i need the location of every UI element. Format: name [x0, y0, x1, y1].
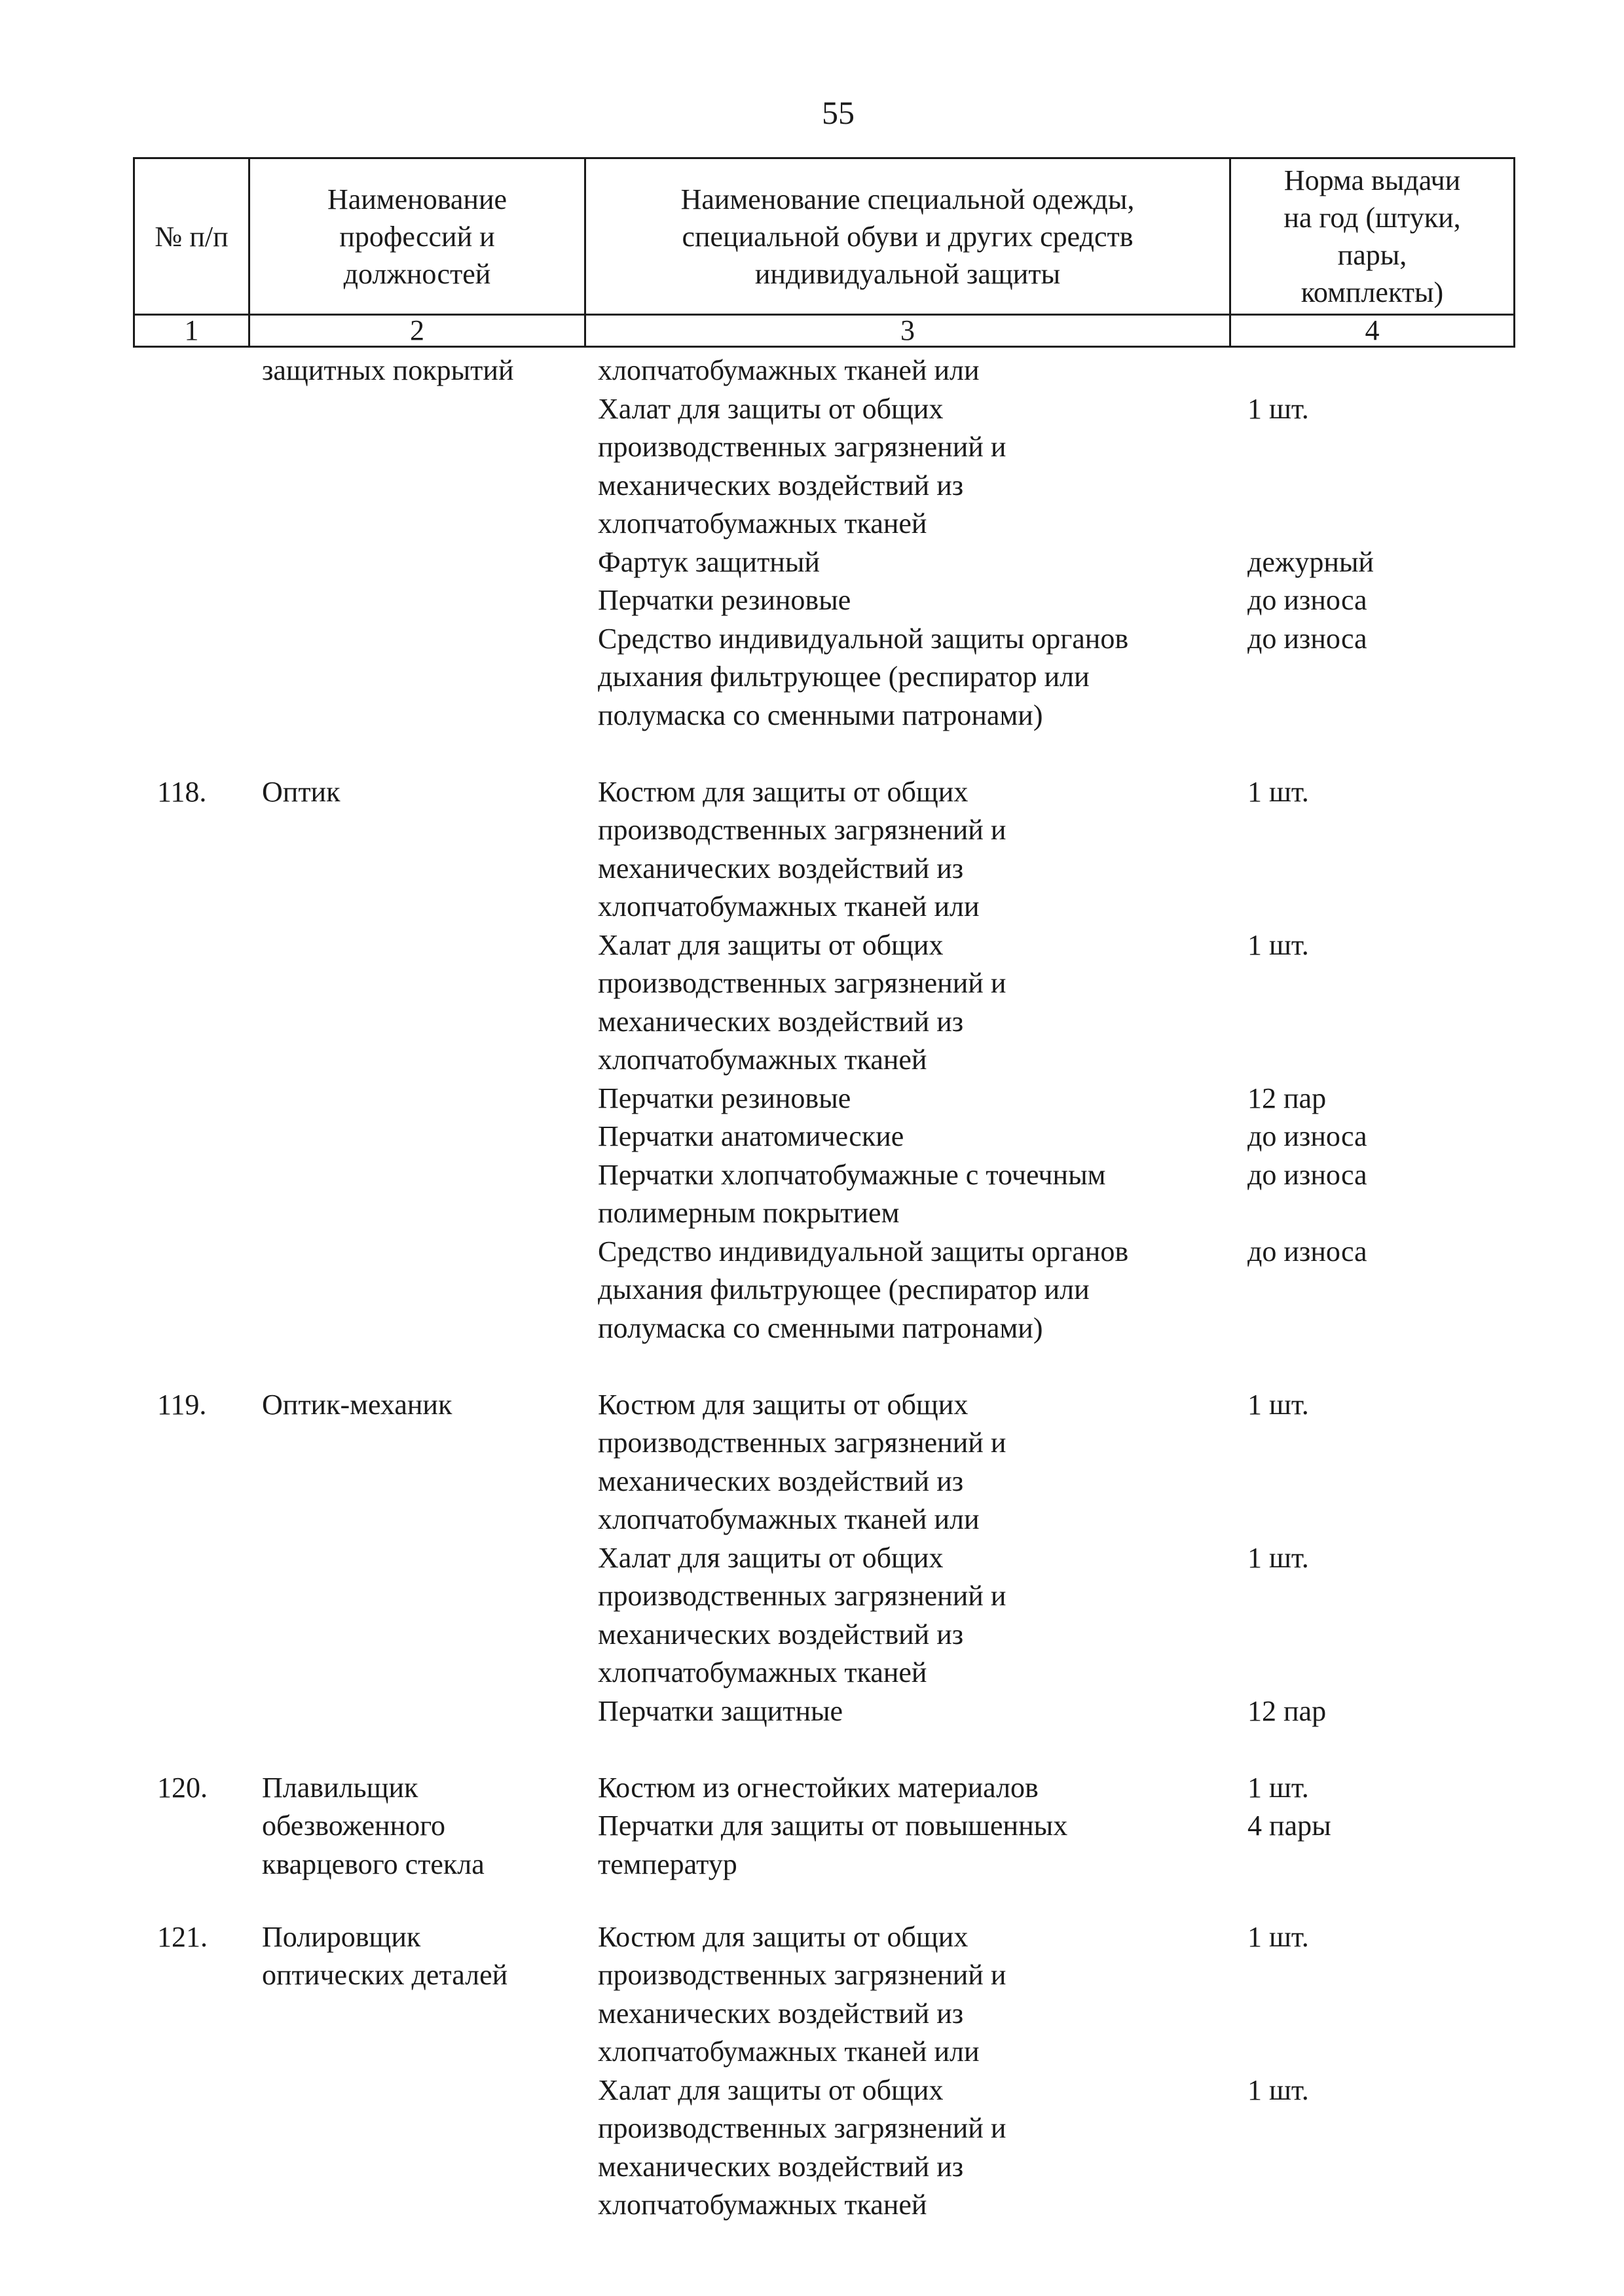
issue-norm: дежурный — [1247, 545, 1374, 578]
equipment-item: хлопчатобумажных тканей — [598, 1656, 927, 1688]
row-number: 121. — [157, 1920, 208, 1953]
equipment-item: Халат для защиты от общих — [598, 2073, 944, 2106]
header-col-equipment — [585, 158, 1230, 315]
equipment-item: Костюм для защиты от общих — [598, 1920, 969, 1953]
table-row — [0, 1918, 1624, 2225]
equipment-item: механических воздействий из — [598, 1005, 964, 1038]
equipment-item: Перчатки для защиты от повышенных — [598, 1810, 1068, 1842]
equipment-item: производственных загрязнений и — [598, 1580, 1006, 1612]
header-col-profession-line: профессий и — [339, 220, 495, 253]
issue-norm: до износа — [1247, 1158, 1367, 1191]
header-col-equipment-line: индивидуальной защиты — [754, 257, 1061, 290]
profession-name: обезвоженного — [262, 1810, 446, 1842]
header-col-norm-line: Норма выдачи — [1283, 164, 1461, 196]
issue-norm: до износа — [1247, 622, 1367, 655]
header-col-profession-line: Наименование — [327, 183, 507, 215]
equipment-item: Перчатки резиновые — [598, 1082, 851, 1114]
equipment-item: Перчатки анатомические — [598, 1120, 904, 1152]
table-header — [133, 157, 1515, 348]
header-col-number — [134, 158, 249, 315]
equipment-item: хлопчатобумажных тканей или — [598, 1503, 980, 1535]
equipment-item: производственных загрязнений и — [598, 2112, 1006, 2145]
issue-norm: 1 шт. — [1247, 775, 1309, 808]
header-col-equipment-line: специальной обуви и других средств — [682, 220, 1134, 253]
equipment-item: механических воздействий из — [598, 1618, 964, 1650]
column-number: 3 — [585, 315, 1230, 347]
equipment-item: полумаска со сменными патронами) — [598, 1311, 1043, 1344]
equipment-item: Перчатки защитные — [598, 1694, 843, 1727]
issue-norm: 1 шт. — [1247, 392, 1309, 425]
table-row — [0, 1386, 1624, 1731]
table-row — [0, 773, 1624, 1348]
equipment-item: производственных загрязнений и — [598, 814, 1006, 846]
equipment-item: хлопчатобумажных тканей — [598, 2189, 927, 2221]
column-number: 2 — [249, 315, 585, 347]
issue-norm: 12 пар — [1247, 1694, 1327, 1727]
equipment-item: Перчатки резиновые — [598, 584, 851, 616]
equipment-item: хлопчатобумажных тканей или — [598, 354, 980, 386]
column-number-row — [134, 315, 1515, 347]
issue-norm: 1 шт. — [1247, 1771, 1309, 1804]
equipment-item: хлопчатобумажных тканей — [598, 507, 927, 539]
equipment-item: производственных загрязнений и — [598, 1959, 1006, 1992]
equipment-item: производственных загрязнений и — [598, 967, 1006, 999]
issue-norm: 1 шт. — [1247, 2073, 1309, 2106]
header-row — [134, 158, 1515, 315]
equipment-item: производственных загрязнений и — [598, 1427, 1006, 1459]
header-col-norm-line: пары, — [1337, 239, 1407, 271]
header-col-norm — [1230, 158, 1515, 315]
equipment-item: механических воздействий из — [598, 1997, 964, 2030]
profession-name: Оптик-механик — [262, 1388, 452, 1421]
issue-norm: до износа — [1247, 1235, 1367, 1267]
equipment-item: механических воздействий из — [598, 469, 964, 501]
row-number: 119. — [157, 1388, 207, 1421]
issue-norm: 1 шт. — [1247, 1388, 1309, 1421]
header-col-number-label: № п/п — [155, 220, 229, 253]
issue-norm: 1 шт. — [1247, 1541, 1309, 1574]
equipment-item: Халат для защиты от общих — [598, 928, 944, 961]
table-row — [0, 1769, 1624, 1884]
issue-norm: 1 шт. — [1247, 928, 1309, 961]
equipment-item: полимерным покрытием — [598, 1197, 900, 1229]
equipment-item: хлопчатобумажных тканей или — [598, 2035, 980, 2068]
equipment-item: Халат для защиты от общих — [598, 1541, 944, 1574]
issue-norm: до износа — [1247, 1120, 1367, 1152]
column-number: 4 — [1230, 315, 1515, 347]
header-col-profession-line: должностей — [343, 257, 491, 290]
profession-name: Плавильщик — [262, 1771, 418, 1804]
equipment-item: Перчатки хлопчатобумажные с точечным — [598, 1158, 1106, 1191]
equipment-item: механических воздействий из — [598, 1465, 964, 1497]
equipment-item: хлопчатобумажных тканей — [598, 1044, 927, 1076]
profession-name: защитных покрытий — [262, 354, 514, 386]
equipment-item: Халат для защиты от общих — [598, 392, 944, 425]
profession-name: Полировщик — [262, 1920, 421, 1953]
equipment-item: Костюм для защиты от общих — [598, 775, 969, 808]
equipment-item: механических воздействий из — [598, 852, 964, 884]
table-row — [0, 352, 1624, 735]
equipment-item: производственных загрязнений и — [598, 431, 1006, 463]
header-col-norm-line: на год (штуки, — [1283, 202, 1461, 234]
header-col-equipment-line: Наименование специальной одежды, — [680, 183, 1135, 215]
issue-norm: 12 пар — [1247, 1082, 1327, 1114]
equipment-item: дыхания фильтрующее (респиратор или — [598, 1273, 1090, 1305]
equipment-item: полумаска со сменными патронами) — [598, 699, 1043, 731]
issue-norm: 1 шт. — [1247, 1920, 1309, 1953]
equipment-item: температур — [598, 1848, 737, 1880]
equipment-item: Фартук защитный — [598, 545, 820, 578]
profession-name: Оптик — [262, 775, 341, 808]
page-number: 55 — [822, 94, 855, 131]
equipment-item: хлопчатобумажных тканей или — [598, 890, 980, 922]
column-number: 1 — [134, 315, 249, 347]
equipment-item: Средство индивидуальной защиты органов — [598, 622, 1129, 655]
row-number: 118. — [157, 775, 207, 808]
row-number: 120. — [157, 1771, 208, 1804]
equipment-item: Костюм из огнестойких материалов — [598, 1771, 1039, 1804]
header-col-norm-line: комплекты) — [1301, 276, 1444, 308]
equipment-item: дыхания фильтрующее (респиратор или — [598, 661, 1090, 693]
equipment-item: механических воздействий из — [598, 2150, 964, 2183]
equipment-item: Средство индивидуальной защиты органов — [598, 1235, 1129, 1267]
profession-name: оптических деталей — [262, 1959, 508, 1992]
issue-norm: до износа — [1247, 584, 1367, 616]
profession-name: кварцевого стекла — [262, 1848, 485, 1880]
issue-norm: 4 пары — [1247, 1810, 1331, 1842]
header-col-profession — [249, 158, 585, 315]
equipment-item: Костюм для защиты от общих — [598, 1388, 969, 1421]
